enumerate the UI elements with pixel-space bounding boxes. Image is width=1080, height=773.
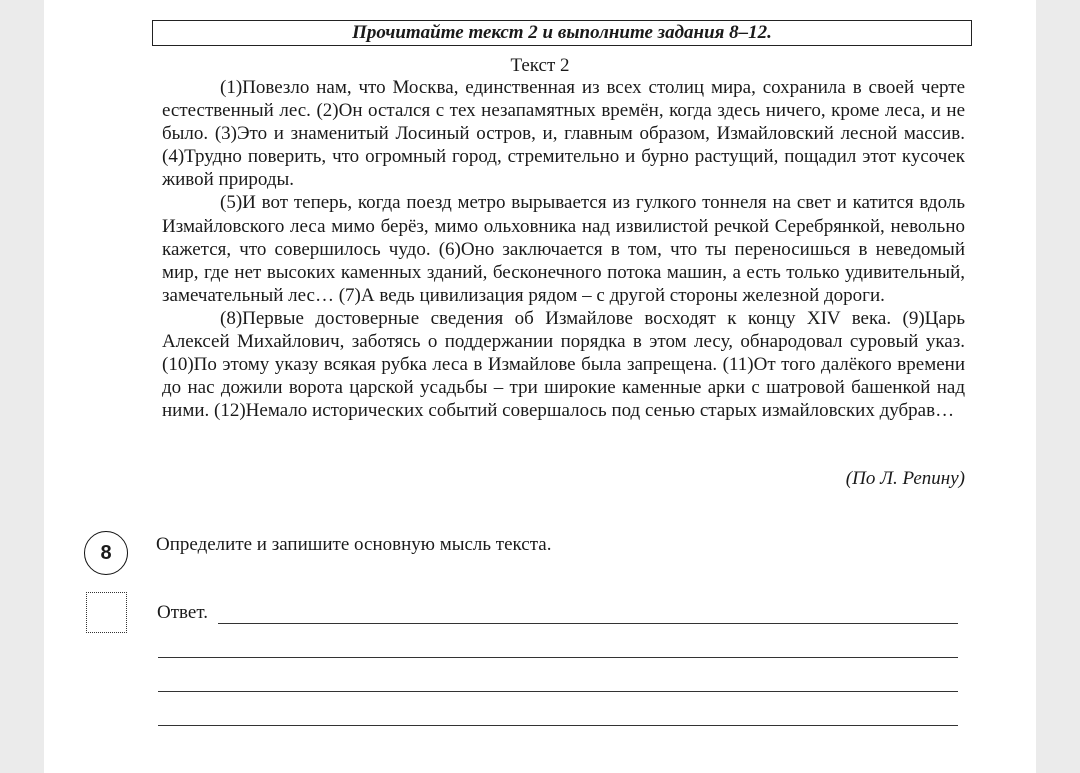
exam-page	[44, 0, 1036, 773]
text-title: Текст 2	[510, 55, 570, 76]
answer-line-4[interactable]	[158, 725, 958, 726]
instruction-header: Прочитайте текст 2 и выполните задания 8–12.	[152, 20, 972, 46]
author-credit: (По Л. Репину)	[845, 468, 965, 489]
answer-label: Ответ.	[157, 602, 208, 623]
text-body	[162, 76, 965, 422]
answer-code-box[interactable]	[86, 592, 127, 633]
task-number-badge: 8	[84, 531, 128, 575]
paragraph-3: (8)Первые достоверные сведения об Измайлове восходят к концу XIV века. (9)Царь Алексей Михайлович, заботясь о поддержании порядка в этом лесу, обнародовал суровый указ. (10)По этому указу всякая рубка леса в Измайлове была запрещена. (11)От того далёкого времени до нас дожили ворота царской усадьбы – три широкие каменные арки с шатровой башенкой над ними. (12)Немало исторических событий совершалось под сенью старых измайловских дубрав…	[162, 307, 965, 422]
answer-line-3[interactable]	[158, 691, 958, 692]
paragraph-2: (5)И вот теперь, когда поезд метро вырывается из гулкого тоннеля на свет и катится вдоль Измайловского леса мимо берёз, мимо ольховника над извилистой речкой Серебрянкой, невольно кажется, что совершилось чудо. (6)Оно заключается в том, что ты переносишься в неведомый мир, где нет высоких каменных зданий, бесконечного потока машин, а есть только удивительный, замечательный лес… (7)А ведь цивилизация рядом – с другой стороны железной дороги.	[162, 192, 965, 306]
answer-line-1[interactable]	[218, 623, 958, 624]
paragraph-1: (1)Повезло нам, что Москва, единственная из всех столиц мира, сохранила в своей черте естественный лес. (2)Он остался с тех незапамятных времён, когда здесь ничего, кроме леса, и не было. (3)Это и знаменитый Лосиный остров, и, главным образом, Измайловский лесной массив. (4)Трудно поверить, что огромный город, стремительно и бурно растущий, пощадил этот кусочек живой природы.	[162, 77, 965, 191]
answer-line-2[interactable]	[158, 657, 958, 658]
task-prompt: Определите и запишите основную мысль текста.	[156, 534, 552, 555]
